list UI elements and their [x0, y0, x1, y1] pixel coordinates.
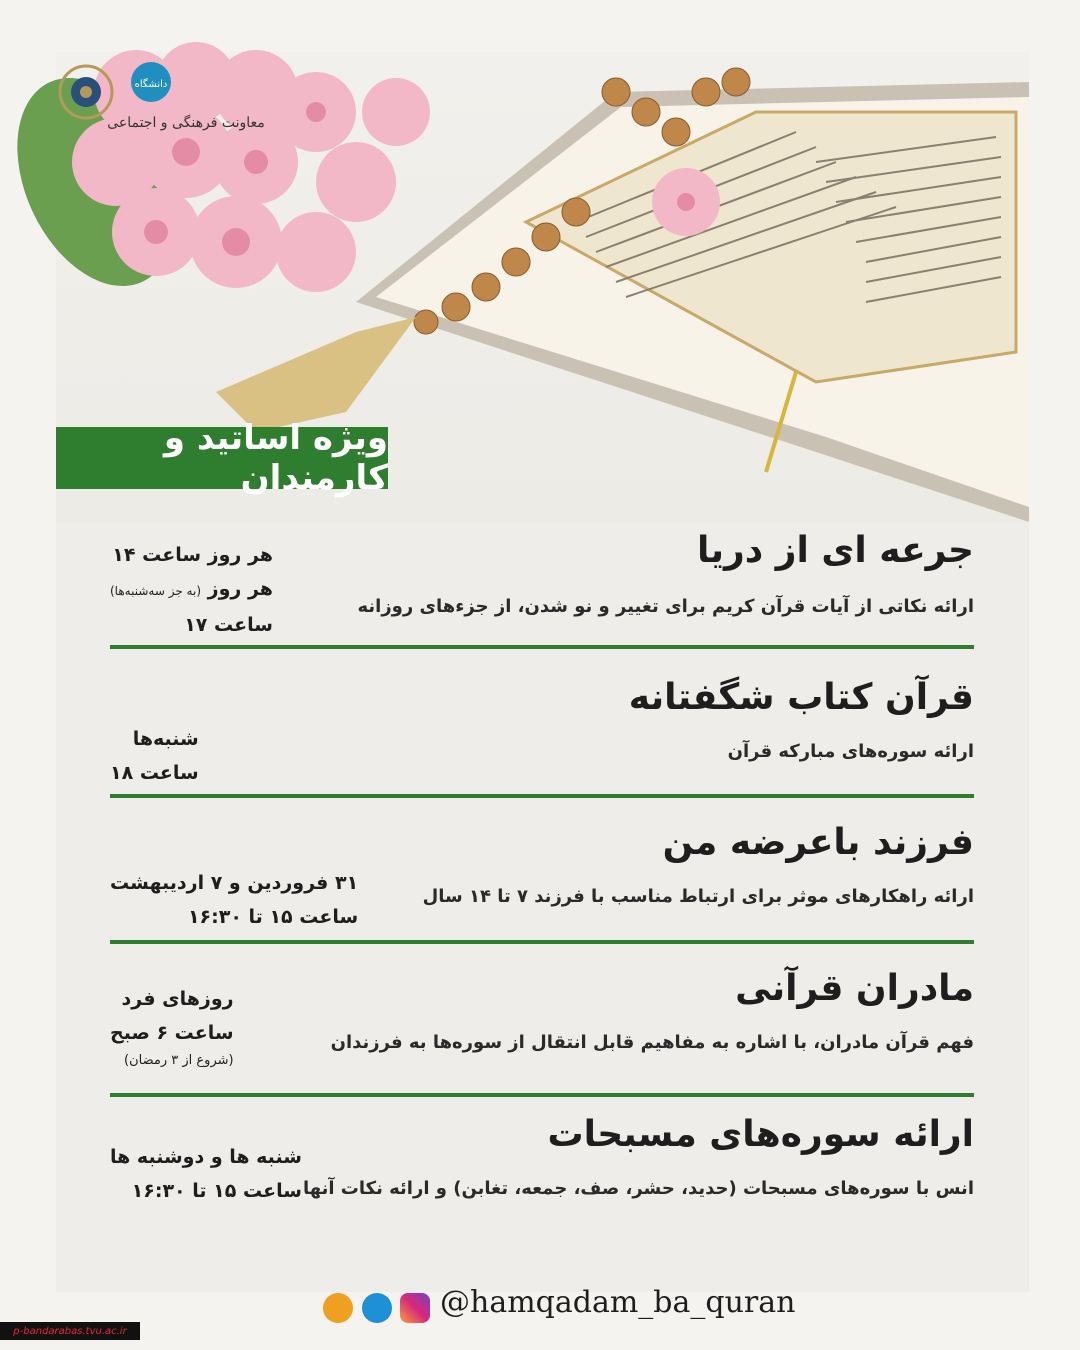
program-section-1 [56, 530, 974, 650]
social-handle[interactable]: @hamqadam_ba_quran [440, 1285, 796, 1320]
program-schedule: روزهای فرد ساعت ۶ صبح (شروع از ۳ رمضان) [110, 988, 234, 1068]
program-title: مادران قرآنی [735, 968, 974, 1009]
program-title: جرعه ای از دریا [697, 530, 974, 571]
program-title: فرزند باعرضه من [662, 822, 974, 863]
program-section-4 [56, 968, 974, 1098]
program-title: ارائه سوره‌های مسبحات [547, 1114, 974, 1155]
telegram-check-icon[interactable] [362, 1293, 392, 1323]
university-logo-icon [131, 62, 171, 102]
program-section-2 [56, 677, 974, 787]
program-description: ارائه راهکارهای موثر برای ارتباط مناسب با فرزند ۷ تا ۱۴ سال [422, 886, 974, 907]
poster-card [56, 52, 1029, 1292]
section-divider [110, 940, 974, 944]
hero-image [56, 52, 1029, 522]
mosque-emblem-icon [60, 66, 112, 118]
program-schedule: هر روز ساعت ۱۴ هر روز (به جز سه‌شنبه‌ها) ساعت ۱۷ [110, 544, 273, 636]
organization-logos [56, 52, 265, 147]
program-section-3 [56, 822, 974, 942]
instagram-icon[interactable] [400, 1293, 430, 1323]
section-divider [110, 1093, 974, 1097]
program-schedule: شنبه‌ها ساعت ۱۸ [110, 728, 199, 784]
program-title: قرآن کتاب شگفتانه [628, 677, 974, 718]
program-description: انس با سوره‌های مسبحات (حدید، حشر، صف، جمعه، تغابن) و ارائه نکات آنها [302, 1178, 974, 1199]
audience-badge: ویژه اساتید و کارمندان [56, 427, 388, 489]
section-divider [110, 794, 974, 798]
program-description: فهم قرآن مادران، با اشاره به مفاهیم قابل انتقال از سوره‌ها به فرزندان [330, 1032, 974, 1053]
svg-text:دانشگاه: دانشگاه [134, 79, 168, 90]
program-description: ارائه سوره‌های مبارکه قرآن [727, 741, 974, 762]
svg-text:معاونت فرهنگی و اجتماعی: معاونت فرهنگی و اجتماعی [107, 115, 265, 131]
section-divider [110, 645, 974, 649]
program-section-5 [56, 1114, 974, 1224]
program-schedule: شنبه ها و دوشنبه ها ساعت ۱۵ تا ۱۶:۳۰ [110, 1146, 302, 1202]
program-description: ارائه نکاتی از آیات قرآن کریم برای تغییر و نو شدن، از جزءهای روزانه [357, 596, 974, 617]
program-schedule: ۳۱ فروردین و ۷ اردیبهشت ساعت ۱۵ تا ۱۶:۳۰ [110, 872, 359, 928]
eitaa-icon[interactable] [323, 1293, 353, 1323]
site-url[interactable]: p-bandarabas.tvu.ac.ir [0, 1322, 140, 1340]
